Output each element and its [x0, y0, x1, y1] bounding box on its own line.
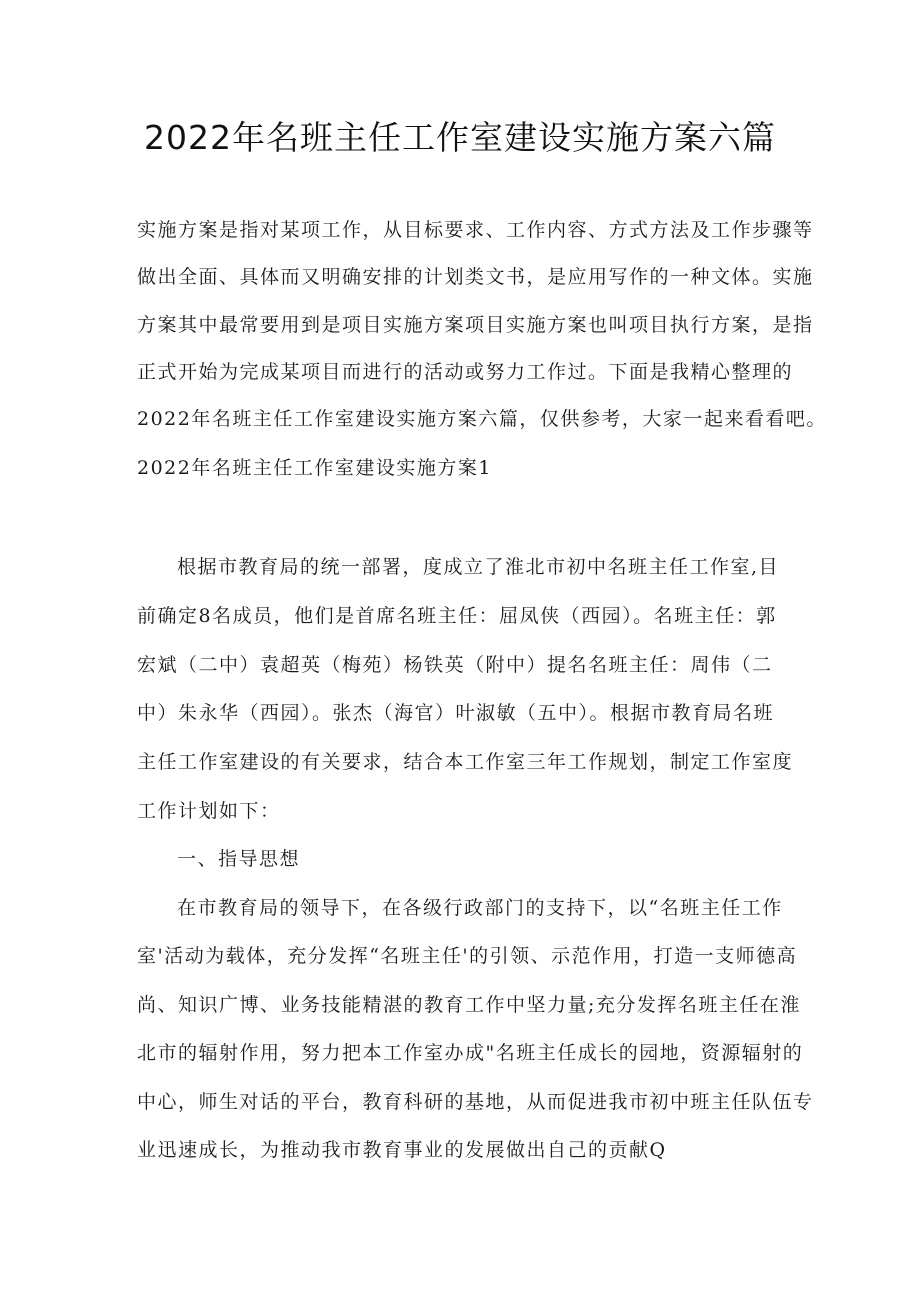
section-heading: 一、指导思想 [177, 848, 301, 870]
paragraph-line: 主任工作室建设的有关要求，结合本工作室三年工作规划，制定工作室度 [137, 751, 794, 773]
intro-line: 方案其中最常要用到是项目实施方案项目实施方案也叫项目执行方案，是指 [137, 314, 814, 336]
intro-line: 做出全面、具体而又明确安排的计划类文书，是应用写作的一种文体。实施 [137, 266, 814, 288]
intro-line: 正式开始为完成某项目而进行的活动或努力工作过。下面是我精心整理的 [137, 361, 794, 383]
paragraph-line: 中心，师生对话的平台，教育科研的基地，从而促进我市初中班主任队伍专 [137, 1091, 814, 1113]
paragraph-line: 在市教育局的领导下，在各级行政部门的支持下，以“名班主任工作 [177, 897, 783, 919]
intro-line: 2022年名班主任工作室建设实施方案六篇，仅供参考，大家一起来看看吧。 [137, 408, 827, 430]
paragraph-line: 宏斌（二中）袁超英（梅苑）杨铁英（附中）提名名班主任：周伟（二 [137, 654, 773, 676]
document-title: 2022年名班主任工作室建设实施方案六篇 [144, 118, 776, 157]
section-subtitle: 2022年名班主任工作室建设实施方案1 [137, 457, 492, 479]
paragraph-line: 室'活动为载体，充分发挥“名班主任'的引领、示范作用，打造一支师德高 [137, 945, 798, 967]
paragraph-line: 前确定8名成员，他们是首席名班主任：屈凤侠（西园）。名班主任：郭 [137, 605, 777, 627]
paragraph-line: 北市的辐射作用，努力把本工作室办成"名班主任成长的园地，资源辐射的 [137, 1042, 804, 1064]
paragraph-line: 工作计划如下： [137, 800, 281, 822]
intro-line: 实施方案是指对某项工作，从目标要求、工作内容、方式方法及工作步骤等 [137, 219, 814, 241]
paragraph-line: 中）朱永华（西园）。张杰（海官）叶淑敏（五中）。根据市教育局名班 [137, 702, 775, 724]
paragraph-line: 业迅速成长，为推动我市教育事业的发展做出自己的贡献Q [137, 1139, 667, 1161]
paragraph-line: 尚、知识广博、业务技能精湛的教育工作中坚力量;充分发挥名班主任在淮 [137, 994, 801, 1016]
paragraph-line: 根据市教育局的统一部署，度成立了淮北市初中名班主任工作室,目 [177, 556, 780, 578]
